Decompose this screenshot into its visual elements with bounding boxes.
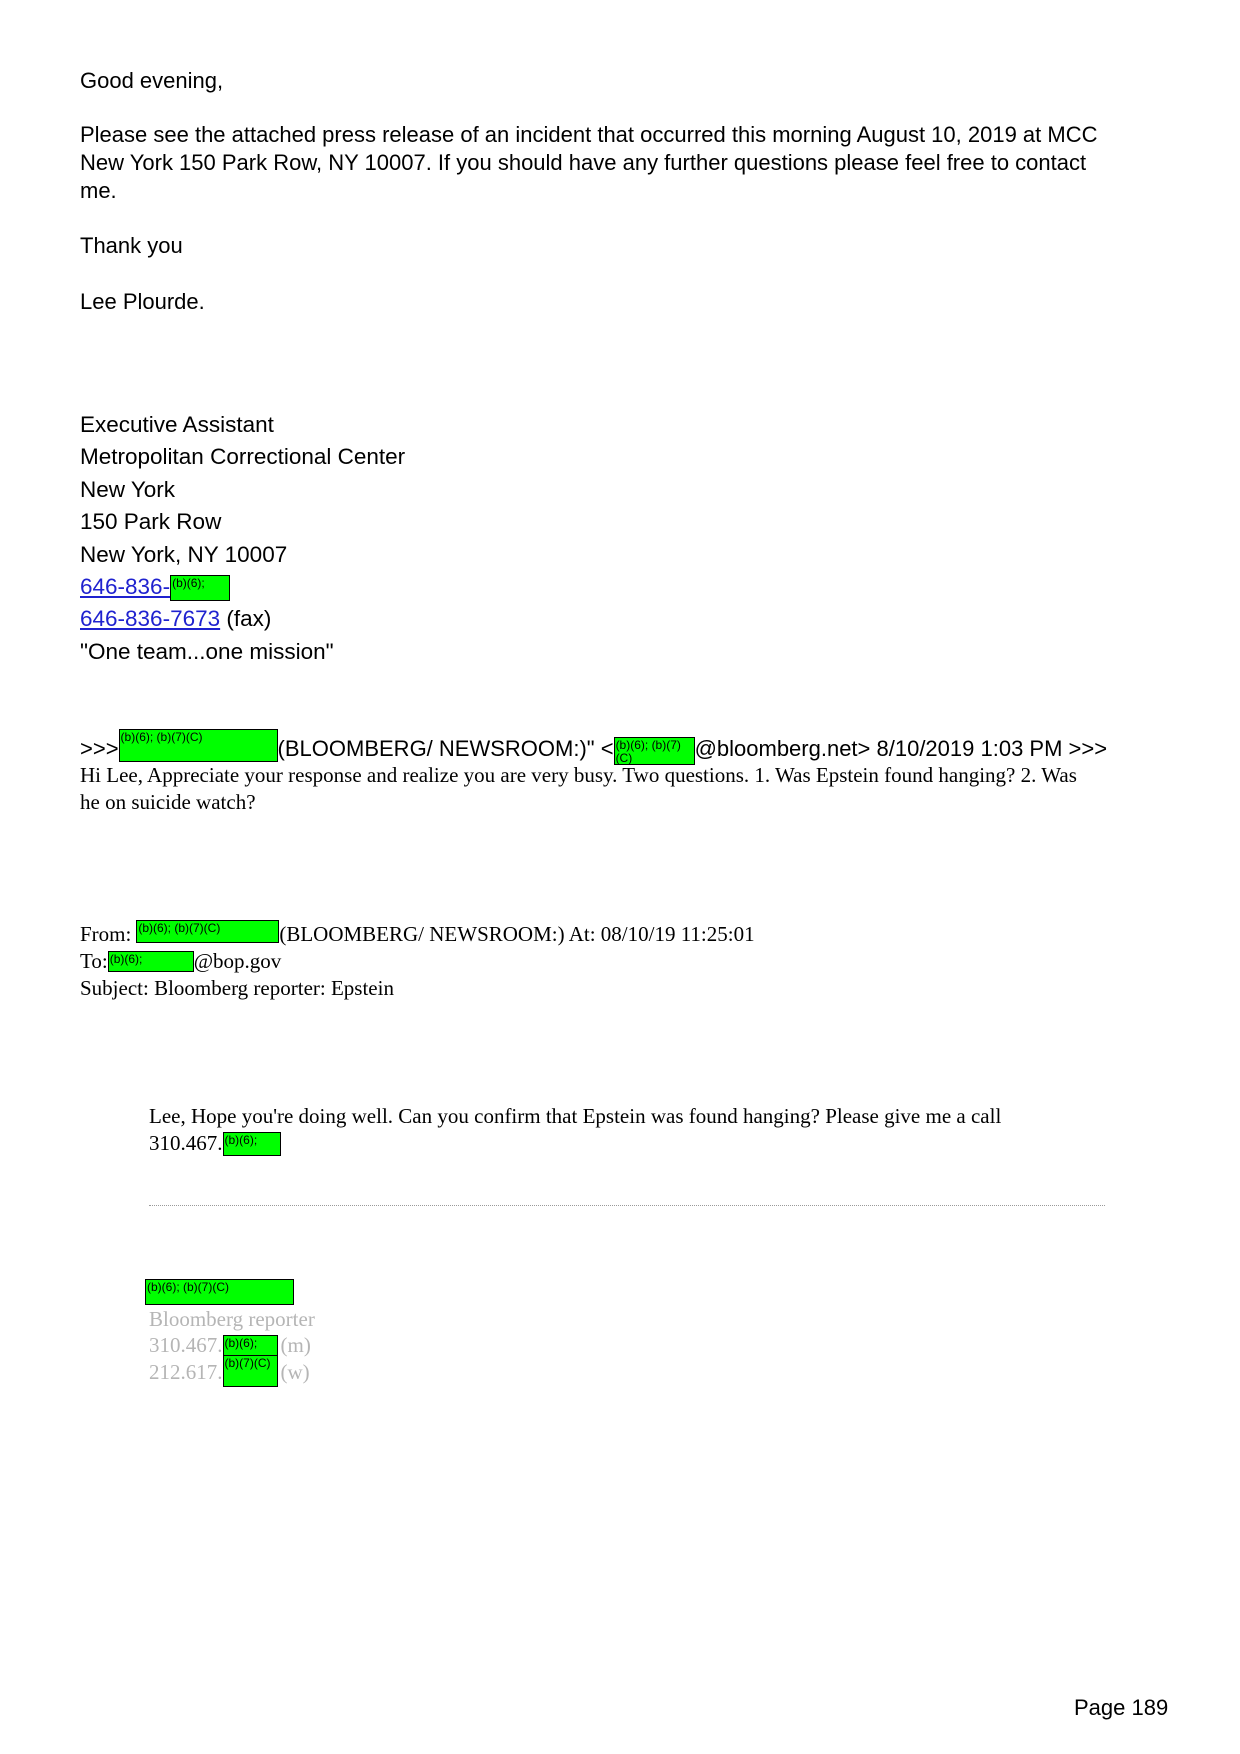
signature-title: Executive Assistant (80, 412, 274, 437)
fax-link[interactable]: 646-836-7673 (80, 606, 221, 632)
message-body (80, 121, 1098, 205)
signature-phone-line (80, 571, 405, 603)
phone-prefix: 310.467. (149, 1131, 223, 1156)
divider (149, 1205, 1105, 1206)
redaction-box: (b)(6); (b)(7)(C) (136, 920, 279, 943)
page-number: Page 189 (1074, 1695, 1169, 1720)
mobile-prefix: 310.467. (149, 1333, 223, 1358)
quoted-body (80, 762, 1077, 816)
to-line (80, 948, 281, 975)
redaction-box: (b)(6); (b)(7)(C) (614, 737, 695, 765)
to-label: To: (80, 949, 108, 974)
phone-link[interactable]: 646-836- (80, 574, 171, 600)
work-prefix: 212.617. (149, 1360, 223, 1385)
quoted-header (80, 728, 1108, 765)
quote-prefix: >>> (80, 736, 119, 761)
signature-organization: Metropolitan Correctional Center (80, 444, 406, 470)
quoted-body-line: Hi Lee, Appreciate your response and realize you are very busy. Two questions. 1. Was Epstein found hanging? 2. Was (80, 763, 1077, 787)
reporter-work-line (149, 1355, 310, 1386)
original-phone-line (149, 1130, 281, 1157)
redaction-box: (b)(6); (b)(7)(C) (145, 1279, 294, 1305)
signature-city-state-zip: New York, NY 10007 (80, 541, 288, 567)
message-body-line: New York 150 Park Row, NY 10007. If you should have any further questions please feel free to contact (80, 150, 1087, 175)
message-body-line: Please see the attached press release of an incident that occurred this morning August 10, 2019 at MCC (80, 122, 1098, 147)
signature-block (80, 409, 405, 668)
redaction-box: (b)(6); (b)(7)(C) (119, 729, 278, 762)
reporter-title: Bloomberg reporter (149, 1307, 315, 1331)
redaction-box: (b)(6); (223, 1335, 278, 1356)
from-rest: (BLOOMBERG/ NEWSROOM:) At: 08/10/19 11:25:01 (279, 922, 755, 947)
redaction-box: (b)(7)(C) (223, 1355, 278, 1387)
to-domain: @bop.gov (193, 949, 282, 974)
signature-city: New York (80, 476, 176, 502)
quoted-email-date: @bloomberg.net> 8/10/2019 1:03 PM >>> (694, 736, 1108, 761)
greeting: Good evening, (80, 68, 224, 93)
sender-name: Lee Plourde. (80, 289, 205, 314)
quoted-body-line: he on suicide watch? (80, 789, 256, 814)
signature-motto: "One team...one mission" (80, 638, 334, 664)
closing: Thank you (80, 233, 183, 258)
fax-label: (fax) (220, 606, 272, 632)
redaction-box: (b)(6); (108, 951, 194, 972)
redaction-box: (b)(6); (170, 575, 230, 601)
from-line (80, 921, 755, 948)
original-body-line: Lee, Hope you're doing well. Can you confirm that Epstein was found hanging? Please give me a call (149, 1104, 1002, 1128)
signature-street: 150 Park Row (80, 509, 222, 535)
subject-line: Subject: Bloomberg reporter: Epstein (80, 976, 394, 1000)
message-body-line: me. (80, 178, 117, 203)
from-label: From: (80, 922, 132, 947)
mobile-label: (m) (280, 1333, 311, 1358)
work-label: (w) (280, 1360, 310, 1385)
quoted-sender-org: (BLOOMBERG/ NEWSROOM:)" < (277, 736, 614, 761)
signature-fax-line (80, 603, 405, 635)
redaction-box: (b)(6); (223, 1132, 281, 1156)
